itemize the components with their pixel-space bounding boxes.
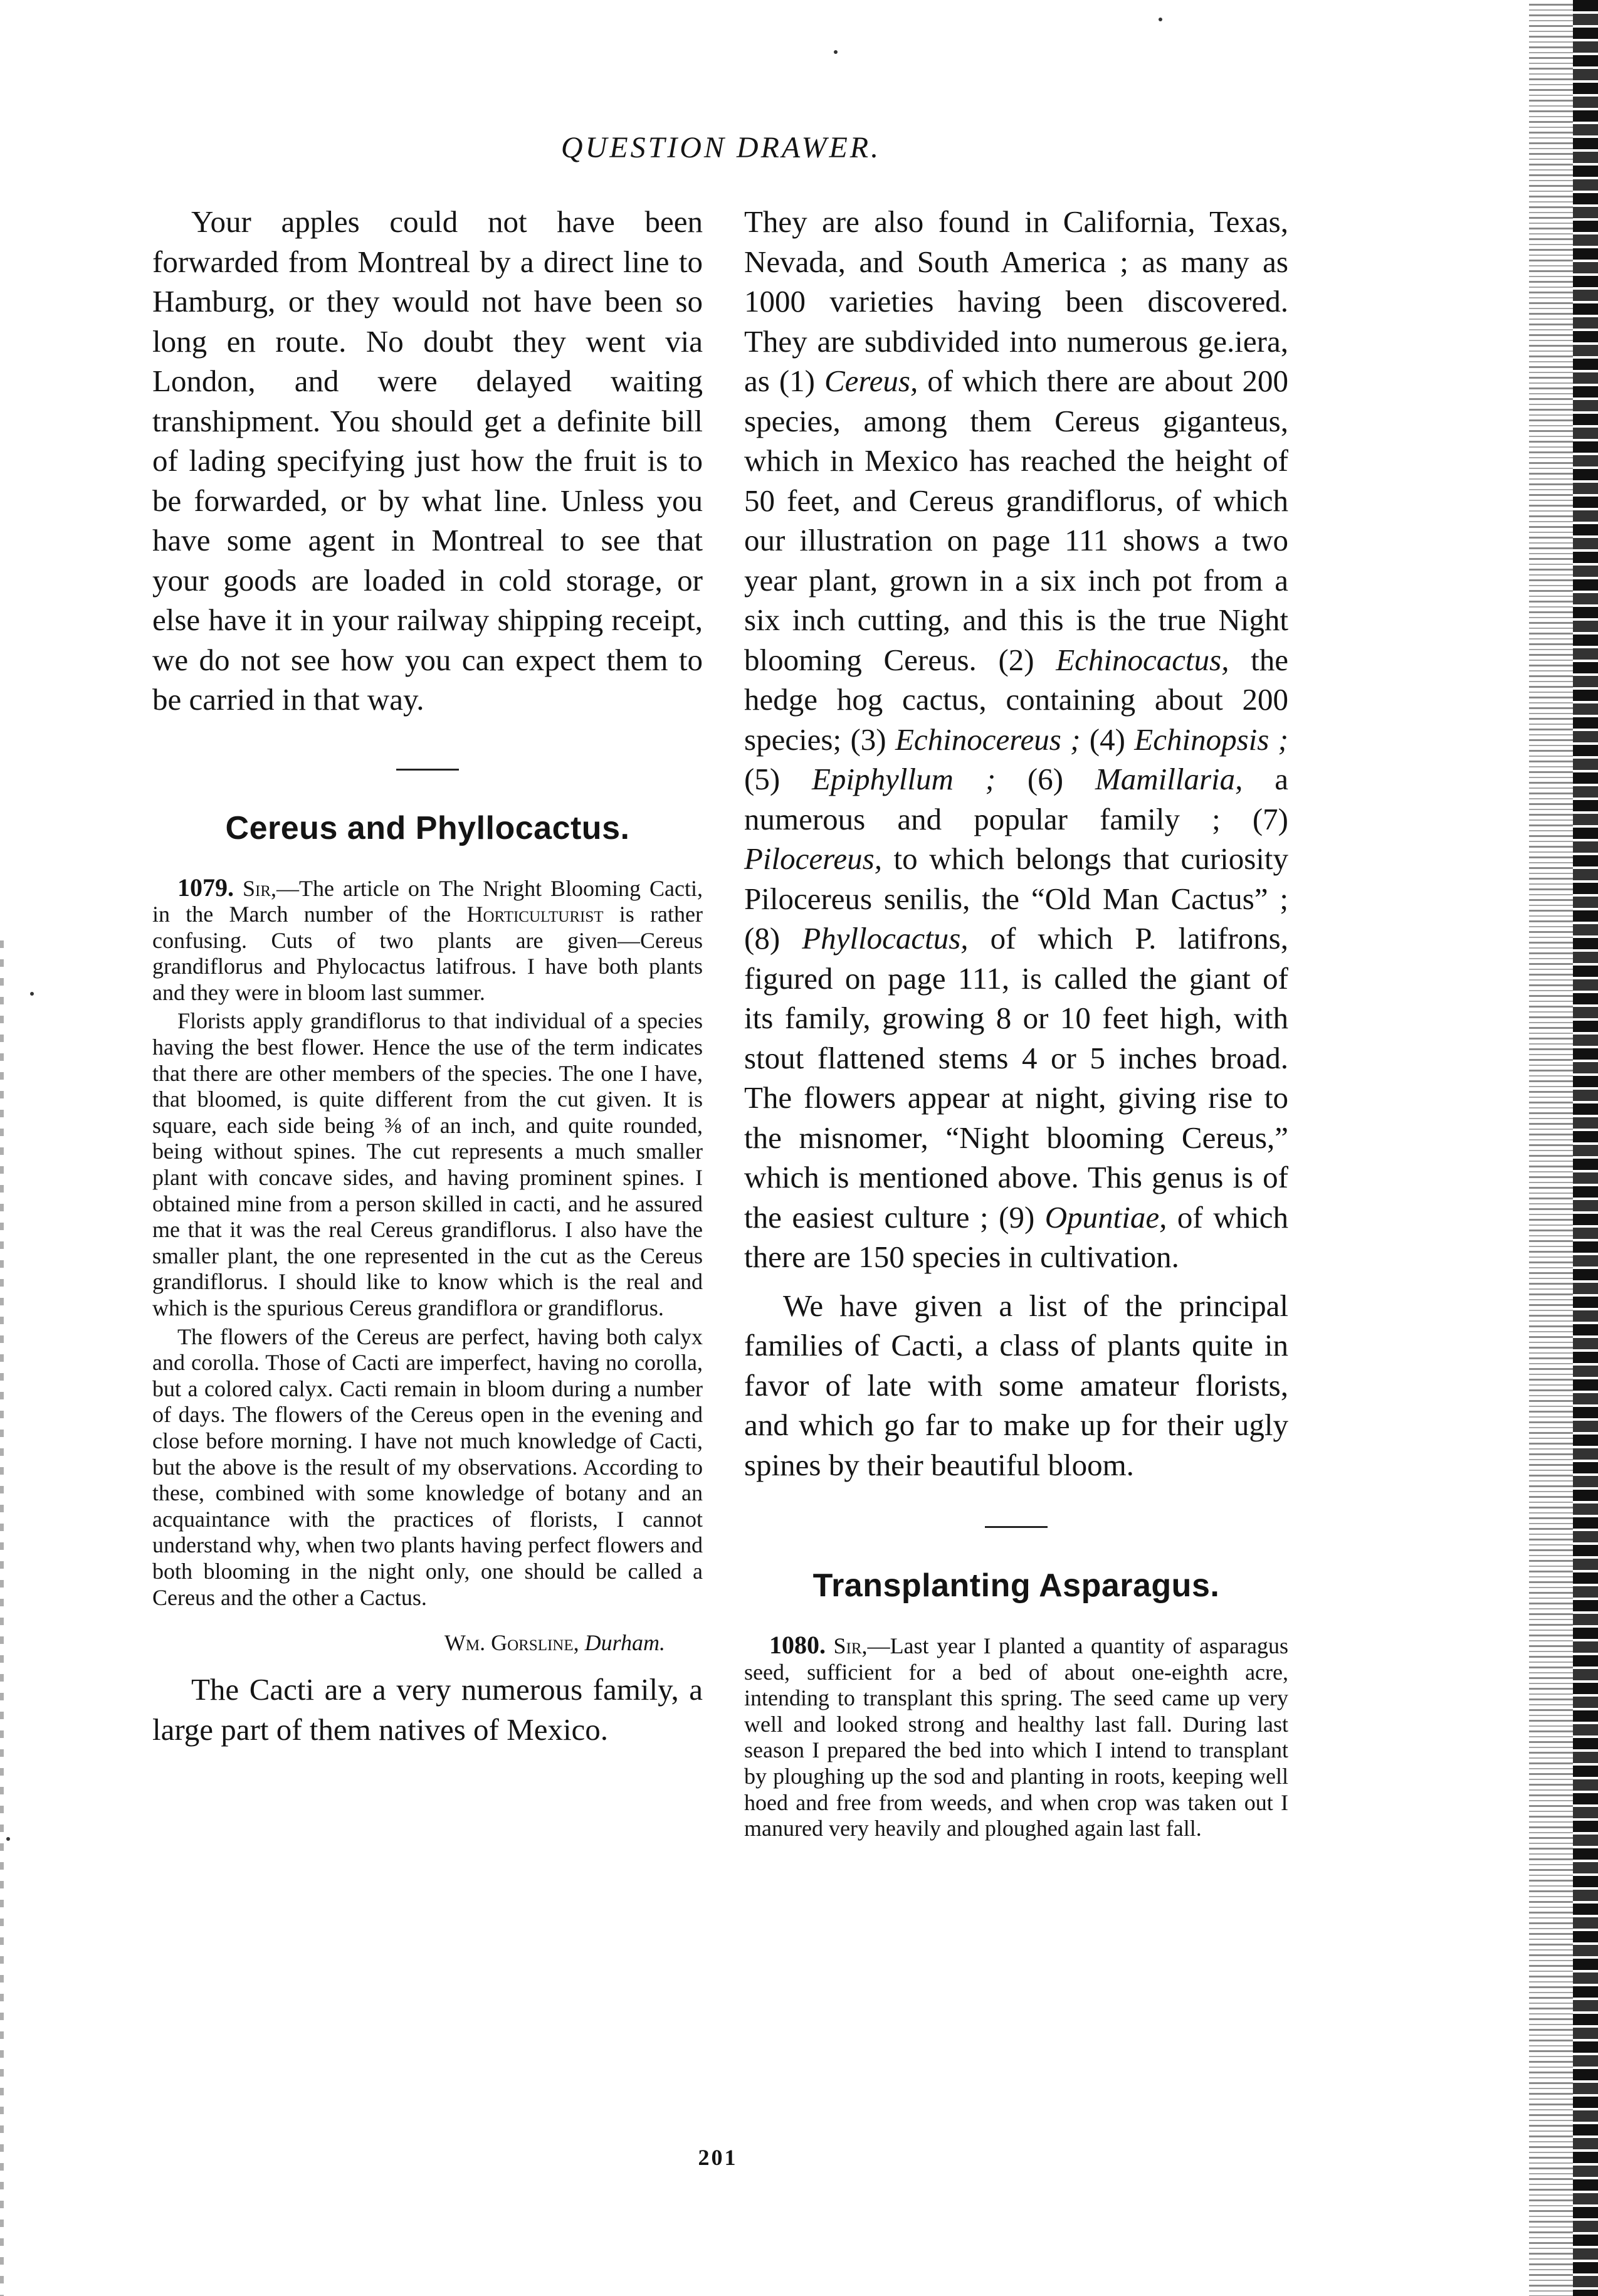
answer-text: of which there are about 200 species, among them Cereus giganteus, which in Mexico has reached the height of 50 feet, and Cereus grandiflorus, of which our illustration on page 111 shows a two year plant, grown in a six inch pot from a six inch cutting, and this is the true Night blooming Cereus. (2): [744, 364, 1288, 677]
journal-name: Horticulturist: [466, 902, 604, 927]
answer-1079-start: The Cacti are a very numerous family, a large part of them natives of Mexico.: [152, 1672, 703, 1747]
genus-name: Mamillaria,: [1095, 762, 1243, 796]
right-column: [744, 202, 1288, 1842]
question-number: 1080.: [769, 1631, 826, 1659]
genus-name: Echinocactus,: [1056, 642, 1229, 677]
genus-name: Echinocereus ;: [895, 722, 1081, 757]
question-1079-paragraph-2: Florists apply grandiflorus to that individual of a species having the best flower. Hence the use of the term indicates that there are other members of the species. The one I have, that bloomed, is quite different from the cut given. It is square, each side being ⅜ of an inch, and quite rounded, being without spines. The cut represents a much smaller plant with concave sides, and having prominent spines. I obtained mine from a person skilled in cacti, and he assured me that it was the real Cereus grandiflorus. I also have the smaller plant, the one represented in the cut as the Cereus grandiflorus. I should like to know which is the real and which is the spurious Cereus grandiflora or grandiflorus.: [152, 1008, 703, 1320]
answer-paragraph-families: We have given a list of the principal families of Cacti, a class of plants quite in favor of late with some amateur florists, and which go far to make up for their ugly spines by their beautiful bloom.: [744, 1288, 1288, 1482]
scan-speck: [834, 50, 838, 54]
signature-place: Durham.: [584, 1630, 665, 1656]
signature-name: Wm. Gorsline,: [444, 1630, 579, 1656]
answer-text: (5): [744, 762, 812, 796]
genus-name: Cereus,: [824, 364, 918, 398]
genus-name: Pilocereus,: [744, 841, 882, 876]
genus-name: Echinopsis ;: [1134, 722, 1289, 757]
scan-speck: [6, 1837, 10, 1841]
section-heading-asparagus: Transplanting Asparagus.: [812, 1567, 1220, 1604]
answer-text: of which there are 150 species in cultivation.: [744, 1199, 1288, 1274]
answer-text: They are also found in California, Texas, Nevada, and South America ; as many as 1000 varieties having been discovered. They are subdivided into numerous ge.iera, as (1): [744, 204, 1288, 398]
answer-1079-continued: [744, 202, 1288, 1277]
question-signature: [152, 1630, 665, 1656]
question-text: is rather confusing. Cuts of two plants are given—Cereus grandiflorus and Phylocactus latifrous. I have both plants and they were in bloom last summer.: [152, 902, 703, 1005]
genus-name: Phyllocactus,: [802, 921, 969, 956]
left-column: [152, 202, 703, 1749]
answer-text: (6): [996, 762, 1095, 796]
answer-text: to which belongs that curiosity Pilocereus senilis, the “Old Man Cactus” ; (8): [744, 841, 1288, 956]
question-text: —Last year I planted a quantity of asparagus seed, sufficient for a bed of about one-eighth acre, intending to transplant this spring. The seed came up very well and looked strong and healthy last fall. During last season I prepared the bed into which I intend to transplant by ploughing up the sod and planting in roots, keeping well hoed and free from weeds, and when crop was taken out I manured very heavily and ploughed again last fall.: [744, 1633, 1288, 1841]
question-1080-paragraph: [744, 1632, 1288, 1842]
question-salutation: Sir,: [242, 875, 276, 901]
scan-speck: [1159, 18, 1162, 21]
genus-name: Opuntiae,: [1044, 1199, 1167, 1235]
answer-text: the hedge hog cactus, containing about 200 species; (3): [744, 642, 1288, 757]
scanned-binding-edge-dark: [1573, 0, 1598, 2296]
answer-text: (4): [1080, 722, 1135, 757]
genus-name: Epiphyllum ;: [812, 762, 996, 796]
answer-paragraph-apples: Your apples could not have been forwarded from Montreal by a direct line to Hamburg, or they would not have been so long en route. No doubt they went via London, and were delayed waiting transhipment. You should get a definite bill of lading specifying just how the fruit is to be forwarded, or by what line. Unless you have some agent in Montreal to see that your goods are loaded in cold storage, or else have it in your railway shipping receipt, we do not see how you can expect them to be carried in that way.: [152, 204, 703, 717]
question-1079-paragraph-1: [152, 875, 703, 1006]
question-salutation: Sir,: [833, 1633, 868, 1658]
question-1079-paragraph-3: The flowers of the Cereus are perfect, having both calyx and corolla. Those of Cacti are imperfect, having no corolla, but a colored calyx. Cacti remain in bloom during a number of days. The flowers of the Cereus open in the evening and close before morning. I have not much knowledge of Cacti, but the above is the result of my observations. According to these, combined with some knowledge of botany and an acquaintance with the practices of florists, I cannot understand why, when two plants having perfect flowers and both blooming in the night only, one should be called a Cereus and the other a Cactus.: [152, 1324, 703, 1610]
question-number: 1079.: [177, 873, 234, 902]
scan-speck: [30, 992, 34, 996]
section-heading-cereus: Cereus and Phyllocactus.: [225, 809, 630, 846]
page-number: 201: [698, 2145, 738, 2170]
question-text: —The article on The Nright Blooming Cacti, in the March number of the: [152, 875, 703, 927]
running-head: QUESTION DRAWER.: [560, 131, 881, 164]
scanned-left-edge: [0, 940, 4, 2296]
answer-text: of which P. latifrons, figured on page 111, is called the giant of its family, growing 8 or 10 feet high, with stout flattened stems 4 or 5 inches broad. The flowers appear at night, giving rise to the misnomer, “Night blooming Cereus,” which is mentioned above. This genus is of the easiest culture ; (9): [744, 921, 1288, 1235]
answer-text: a numerous and popular family ; (7): [744, 762, 1289, 836]
